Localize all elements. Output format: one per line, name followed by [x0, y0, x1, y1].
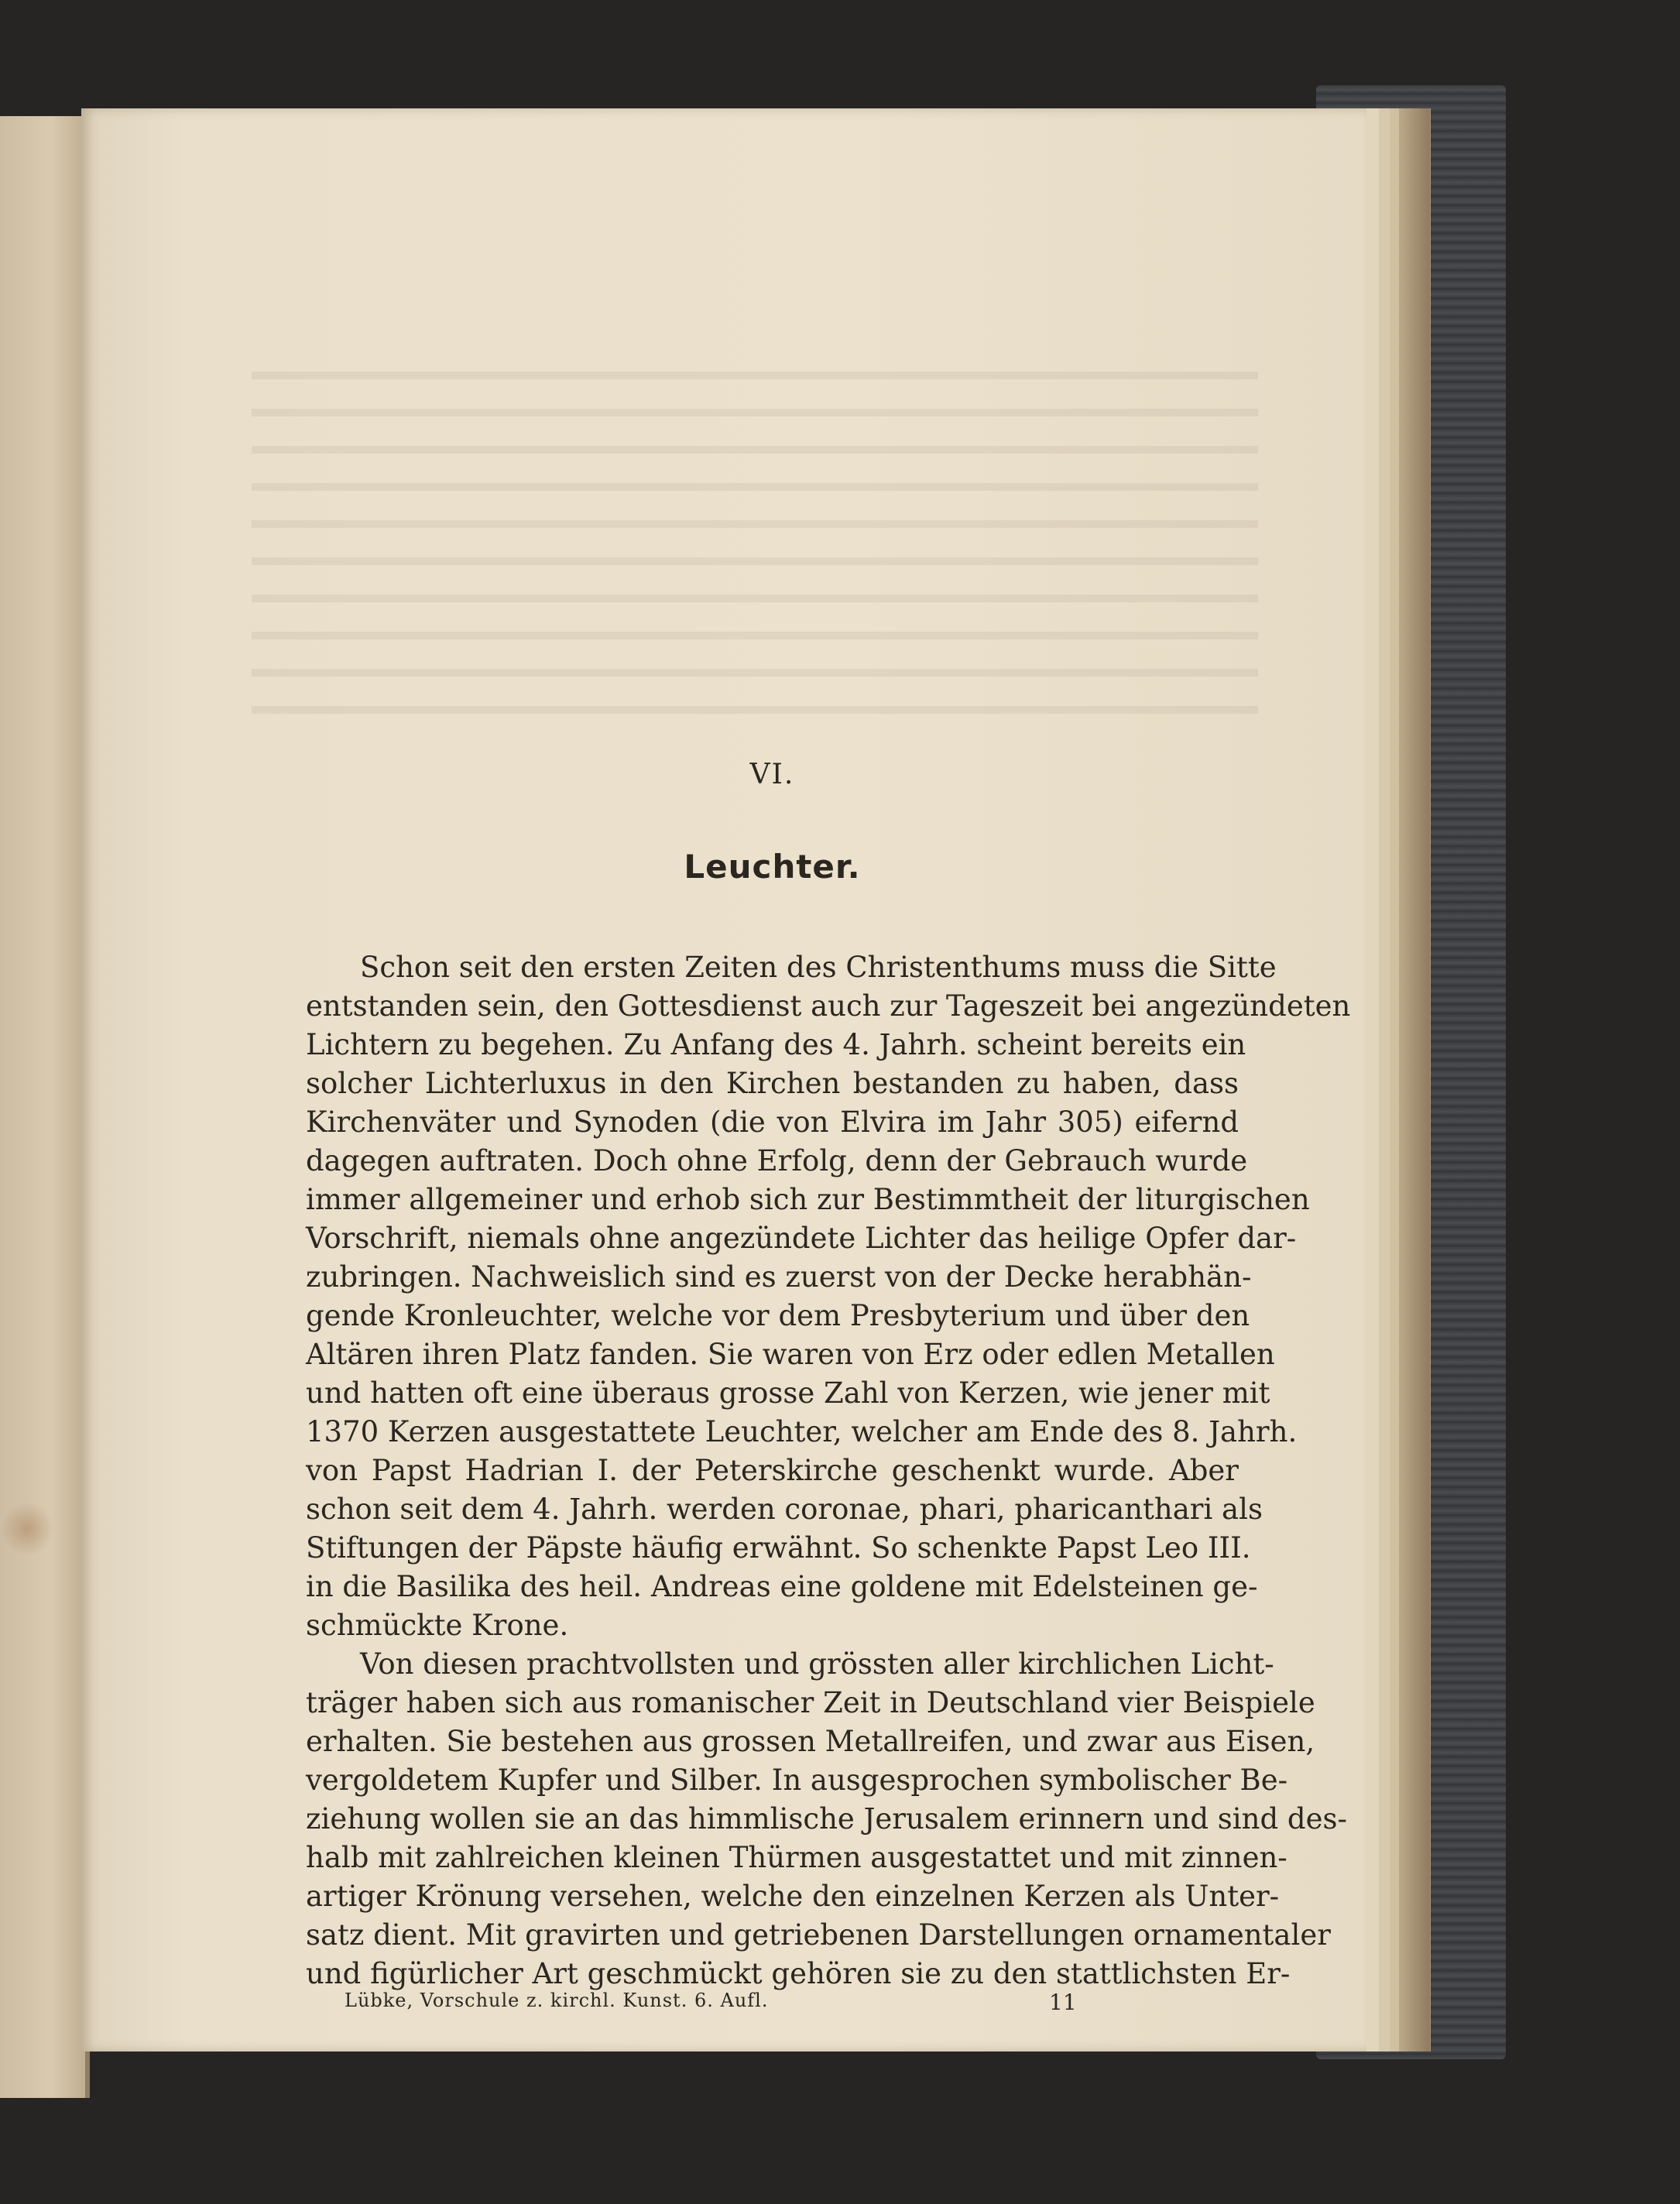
- text-line: Kirchenväter und Synoden (die von Elvira im Jahr 305) eifernd: [306, 1105, 1239, 1139]
- text-line: artiger Krönung versehen, welche den einzelnen Kerzen als Unter-: [306, 1880, 1280, 1913]
- text-line: ziehung wollen sie an das himmlische Jerusalem erinnern und sind des-: [306, 1802, 1347, 1836]
- text-line: schmückte Krone.: [306, 1609, 569, 1642]
- previous-page-edge: [0, 116, 90, 2098]
- text-line: und figürlicher Art geschmückt gehören sie zu den stattlichsten Er-: [306, 1957, 1291, 1990]
- chapter-title: Leuchter.: [684, 848, 861, 886]
- text-line: satz dient. Mit gravirten und getriebenen Darstellungen ornamentaler: [306, 1918, 1331, 1952]
- text-line: in die Basilika des heil. Andreas eine goldene mit Edelsteinen ge-: [306, 1570, 1258, 1603]
- page-edge: [1366, 108, 1380, 2051]
- page-footer: [306, 1990, 1239, 2021]
- text-line: Schon seit den ersten Zeiten des Christenthums muss die Sitte: [360, 951, 1277, 984]
- text-line: schon seit dem 4. Jahrh. werden coronae, phari, pharicanthari als: [306, 1493, 1263, 1526]
- page-edge: [1379, 108, 1390, 2051]
- text-line: immer allgemeiner und erhob sich zur Bestimmtheit der liturgischen: [306, 1183, 1310, 1216]
- text-line: erhalten. Sie bestehen aus grossen Metallreifen, und zwar aus Eisen,: [306, 1725, 1315, 1758]
- show-through-text: [252, 372, 1258, 743]
- text-line: Altären ihren Platz fanden. Sie waren von Erz oder edlen Metallen: [306, 1338, 1275, 1371]
- text-line: solcher Lichterluxus in den Kirchen bestanden zu haben, dass: [306, 1067, 1239, 1100]
- text-line: 1370 Kerzen ausgestattete Leuchter, welcher am Ende des 8. Jahrh.: [306, 1415, 1298, 1448]
- text-line: dagegen auftraten. Doch ohne Erfolg, denn der Gebrauch wurde: [306, 1144, 1248, 1177]
- text-line: träger haben sich aus romanischer Zeit in Deutschland vier Beispiele: [306, 1686, 1315, 1719]
- chapter-number: VI.: [749, 759, 795, 790]
- page-edge: [1399, 108, 1431, 2051]
- text-line: von Papst Hadrian I. der Peterskirche geschenkt wurde. Aber: [306, 1454, 1239, 1487]
- stain-mark: [0, 1502, 54, 1556]
- signature-mark: 11: [1049, 1990, 1077, 2015]
- text-line: Vorschrift, niemals ohne angezündete Lichter das heilige Opfer dar-: [306, 1222, 1297, 1255]
- text-line: entstanden sein, den Gottesdienst auch zur Tageszeit bei angezündeten: [306, 989, 1351, 1023]
- book-page: [81, 108, 1366, 2051]
- footer-signature: Lübke, Vorschule z. kirchl. Kunst. 6. Aufl.: [345, 1990, 769, 2011]
- text-line: gende Kronleuchter, welche vor dem Presbyterium und über den: [306, 1299, 1250, 1332]
- text-line: Lichtern zu begehen. Zu Anfang des 4. Jahrh. scheint bereits ein: [306, 1028, 1246, 1061]
- body-text: [306, 948, 1351, 1993]
- text-line: Stiftungen der Päpste häufig erwähnt. So schenkte Papst Leo III.: [306, 1531, 1251, 1565]
- text-line: und hatten oft eine überaus grosse Zahl von Kerzen, wie jener mit: [306, 1376, 1270, 1410]
- text-line: halb mit zahlreichen kleinen Thürmen ausgestattet und mit zinnen-: [306, 1841, 1287, 1874]
- text-line: vergoldetem Kupfer und Silber. In ausgesprochen symbolischer Be-: [306, 1764, 1288, 1797]
- text-line: Von diesen prachtvollsten und grössten aller kirchlichen Licht-: [360, 1647, 1274, 1681]
- text-line: zubringen. Nachweislich sind es zuerst von der Decke herabhän-: [306, 1260, 1252, 1294]
